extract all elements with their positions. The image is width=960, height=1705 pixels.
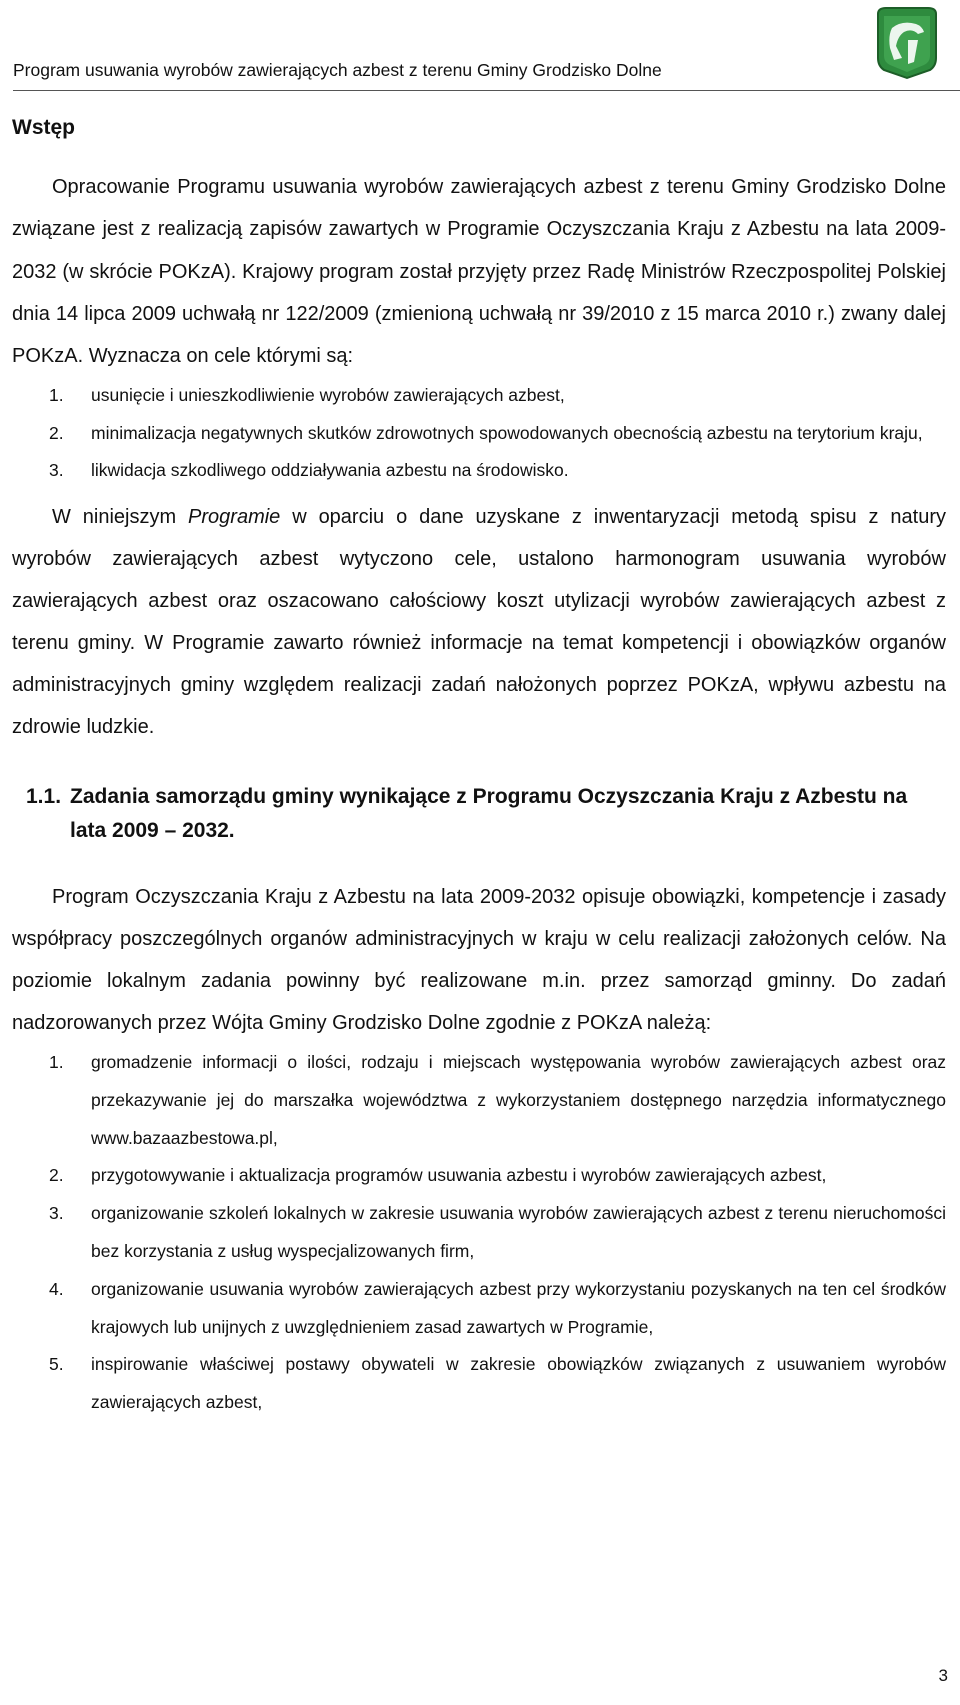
list-item bbox=[12, 1044, 946, 1157]
list-item bbox=[12, 1195, 946, 1271]
section-title: Zadania samorządu gminy wynikające z Programu Oczyszczania Kraju z Azbestu na lata 2009 – 2032. bbox=[70, 784, 908, 842]
program-paragraph-start: W niniejszym bbox=[52, 505, 189, 528]
list-item-number: 1. bbox=[49, 1051, 64, 1072]
header-title: Program usuwania wyrobów zawierających azbest z terenu Gminy Grodzisko Dolne bbox=[13, 60, 662, 80]
page-number: 3 bbox=[938, 1666, 948, 1685]
municipality-logo-icon bbox=[872, 6, 942, 80]
list-item-text: organizowanie usuwania wyrobów zawierających azbest przy wykorzystaniu pozyskanych na ten cel środków krajowych lub unijnych z uwzględnieniem zasad zawartych w Programie, bbox=[91, 1278, 946, 1337]
list-item-text: minimalizacja negatywnych skutków zdrowotnych spowodowanych obecnością azbestu na terytorium kraju, bbox=[91, 422, 923, 443]
list-item-number: 2. bbox=[49, 1165, 64, 1186]
list-item-number: 2. bbox=[49, 422, 64, 443]
list-item bbox=[12, 415, 946, 453]
list-item bbox=[12, 1157, 946, 1195]
program-paragraph bbox=[12, 496, 946, 748]
list-item-number: 5. bbox=[49, 1354, 64, 1375]
list-item-text: przygotowywanie i aktualizacja programów usuwania azbestu i wyrobów zawierających azbest, bbox=[91, 1165, 827, 1186]
list-item bbox=[12, 377, 946, 415]
list-item-text: likwidacja szkodliwego oddziaływania azbestu na środowisko. bbox=[91, 460, 569, 481]
list-item-text: gromadzenie informacji o ilości, rodzaju i miejscach występowania wyrobów zawierających azbest oraz przekazywanie jej do marszałka województwa z wykorzystaniem dostępnego narzędzia informatycznego www.bazaazbestowa.pl, bbox=[91, 1051, 946, 1148]
page-header bbox=[0, 0, 960, 92]
list-item bbox=[12, 1346, 946, 1422]
list-item-number: 3. bbox=[49, 460, 64, 481]
section-number: 1.1. bbox=[26, 784, 62, 808]
list-item bbox=[12, 1271, 946, 1347]
program-paragraph-end: w oparciu o dane uzyskane z inwentaryzacji metodą spisu z natury wyrobów zawierających azbest wytyczono cele, ustalono harmonogram usuwania wyrobów zawierających azbest oraz oszacowano całościowy koszt utylizacji wyrobów zawierających azbest z terenu gminy. W Programie zawarto również informacje na temat kompetencji i obowiązków organów administracyjnych gminy względem realizacji zadań nałożonych poprzez POKzA, wpływu azbestu na zdrowie ludzkie. bbox=[12, 505, 946, 738]
tasks-list bbox=[12, 1044, 946, 1422]
section-heading bbox=[12, 780, 946, 848]
document-body bbox=[12, 108, 946, 1422]
intro-heading: Wstęp bbox=[12, 116, 75, 139]
list-item-number: 3. bbox=[49, 1203, 64, 1224]
list-item-number: 1. bbox=[49, 385, 64, 406]
program-italic-word: Programie bbox=[188, 505, 281, 528]
goals-list bbox=[12, 377, 946, 490]
list-item-text: usunięcie i unieszkodliwienie wyrobów zawierających azbest, bbox=[91, 385, 565, 406]
list-item bbox=[12, 452, 946, 490]
header-divider bbox=[13, 90, 960, 91]
list-item-text: inspirowanie właściwej postawy obywateli w zakresie obowiązków związanych z usuwaniem wyrobów zawierających azbest, bbox=[91, 1354, 946, 1413]
list-item-number: 4. bbox=[49, 1278, 64, 1299]
intro-paragraph: Opracowanie Programu usuwania wyrobów zawierających azbest z terenu Gminy Grodzisko Dolne związane jest z realizacją zapisów zawartych w Programie Oczyszczania Kraju z Azbestu na lata 2009-2032 (w skrócie POKzA). Krajowy program został przyjęty przez Radę Ministrów Rzeczpospolitej Polskiej dnia 14 lipca 2009 uchwałą nr 122/2009 (zmienioną uchwałą nr 39/2010 z 15 marca 2010 r.) zwany dalej POKzA. Wyznacza on cele którymi są: bbox=[12, 176, 946, 368]
section-paragraph: Program Oczyszczania Kraju z Azbestu na lata 2009-2032 opisuje obowiązki, kompetencje i zasady współpracy poszczególnych organów administracyjnych w kraju w celu realizacji założonych celów. Na poziomie lokalnym zadania powinny być realizowane m.in. przez samorząd gminny. Do zadań nadzorowanych przez Wójta Gminy Grodzisko Dolne zgodnie z POKzA należą: bbox=[12, 885, 946, 1034]
list-item-text: organizowanie szkoleń lokalnych w zakresie usuwania wyrobów zawierających azbest z terenu nieruchomości bez korzystania z usług wyspecjalizowanych firm, bbox=[91, 1203, 946, 1261]
